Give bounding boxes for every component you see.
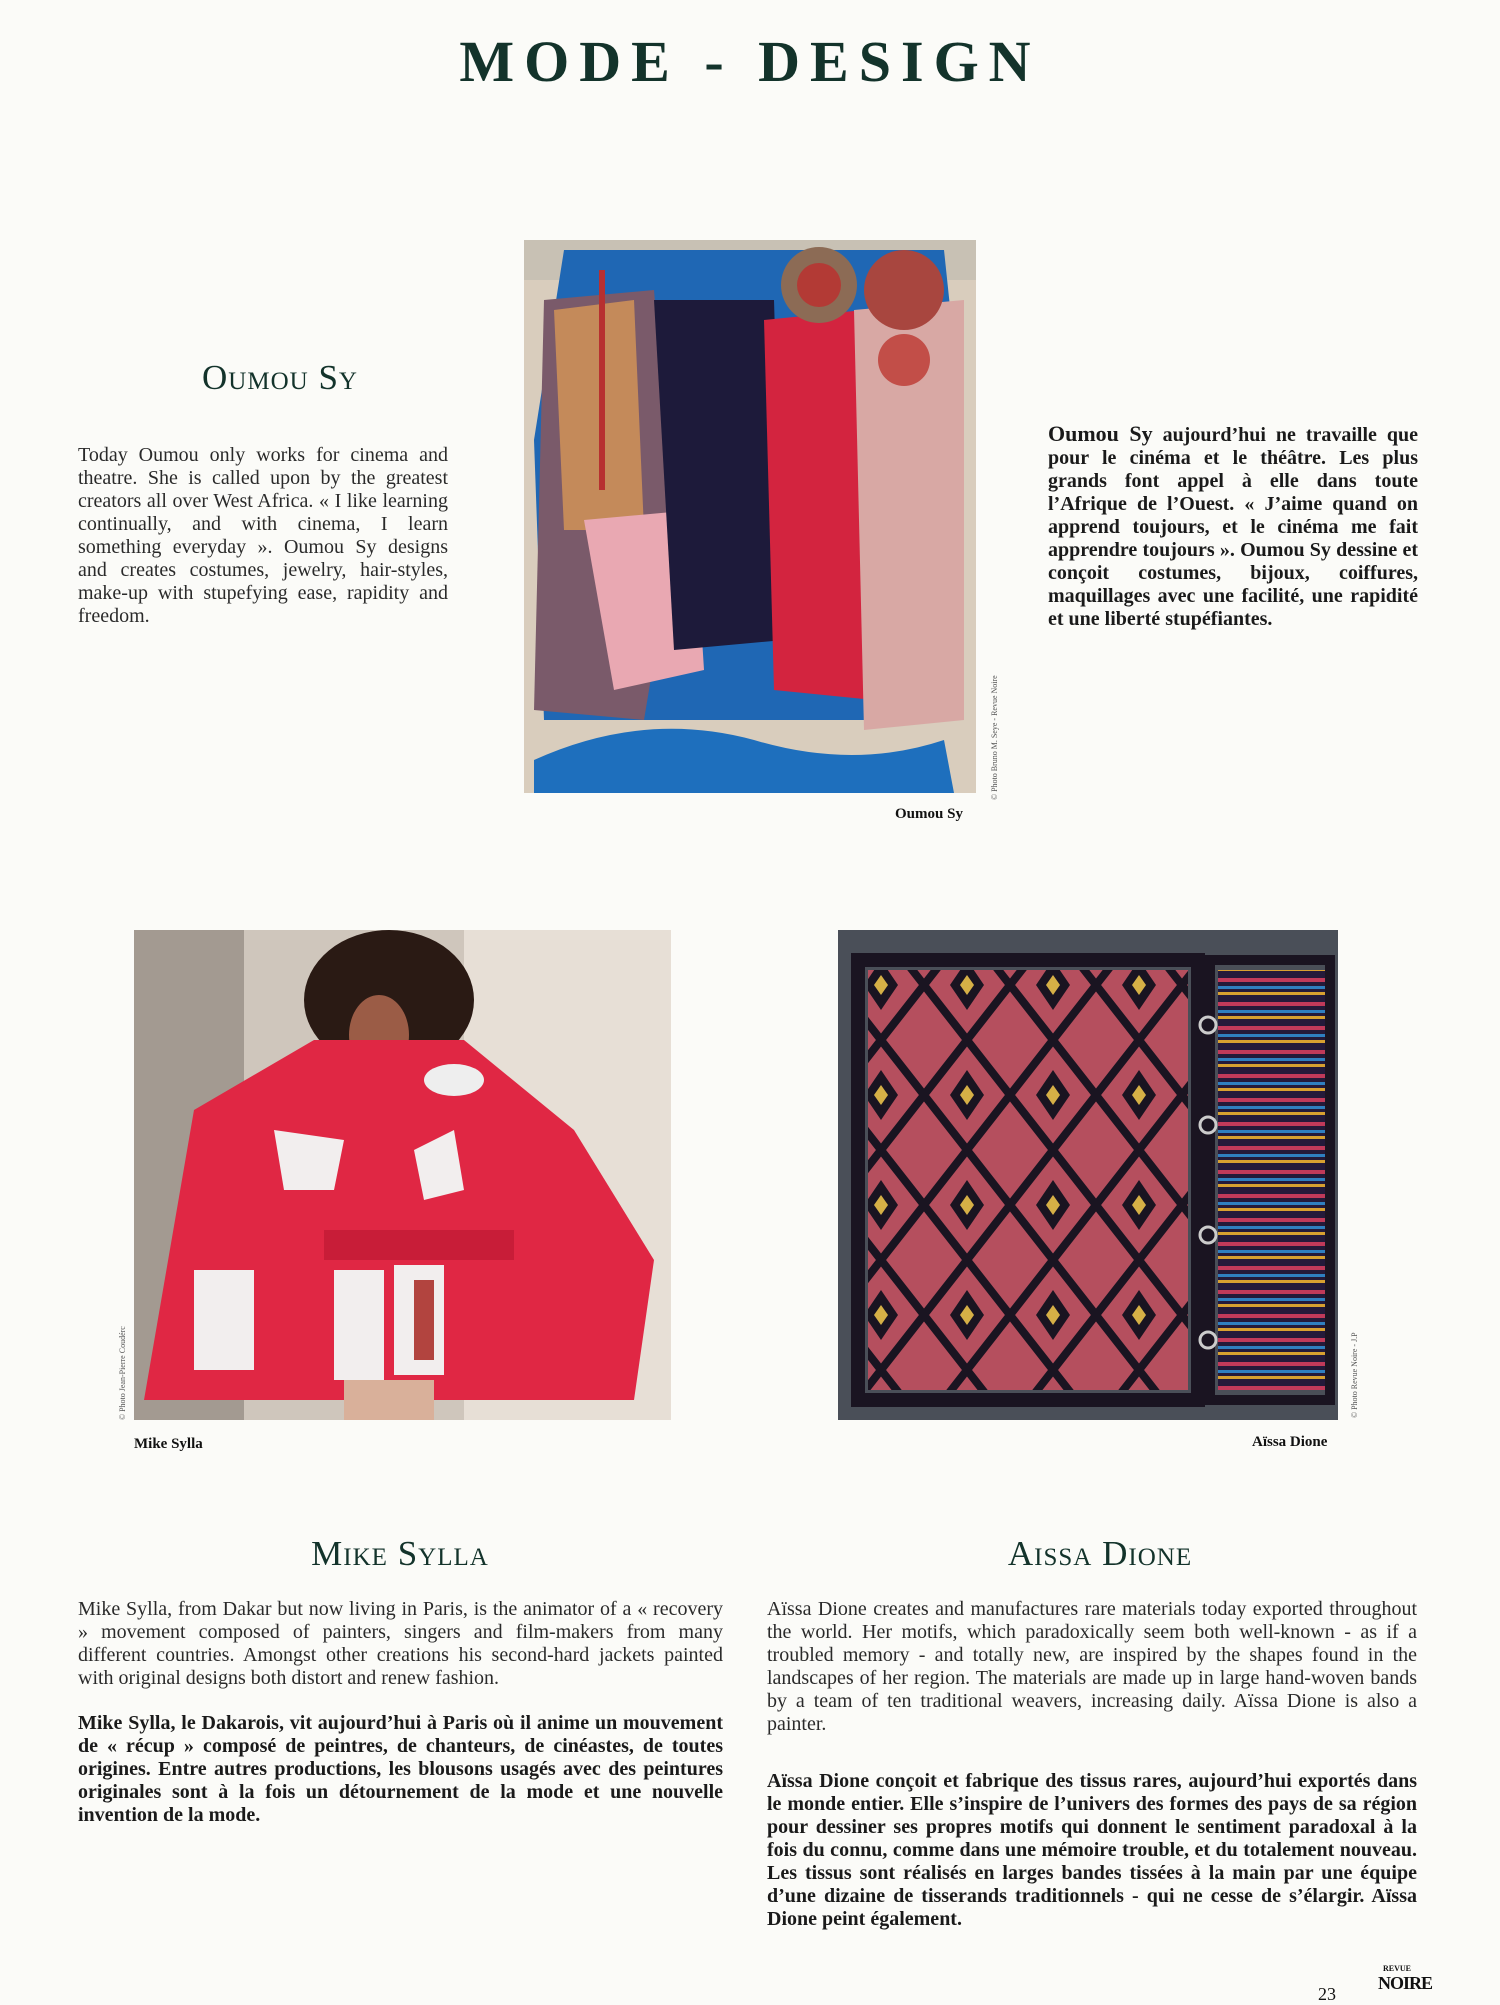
mike-sylla-heading: Mike Sylla	[311, 1534, 489, 1573]
mike-sylla-photo-caption: Mike Sylla	[134, 1436, 203, 1452]
aissa-dione-text-fr: Aïssa Dione conçoit et fabrique des tissus rares, aujourd’hui exportés dans le monde entier. Elle s’inspire de l’univers des formes des pays de sa région pour dessiner ses propres motifs qui donnent le sentiment paradoxal à la fois du connu, comme dans une mémoire trouble, et du totalement nouveau. Les tissus sont réalisés en larges bandes tissées à la main par une équipe d’une dizaine de tisserands traditionnels - qui ne cesse de s’élargir. Aïssa Dione peint également.	[767, 1770, 1417, 1930]
logo-main-text: NOIRE	[1378, 1973, 1433, 1993]
mike-sylla-photo-credit: © Photo Jean-Pierre Coudérc	[118, 1326, 127, 1420]
aissa-dione-fabric-photo	[838, 930, 1338, 1420]
oumou-sy-fr-body: aujourd’hui ne travaille que pour le cinéma et le théâtre. Les plus grands font appel à elle dans toute l’Afrique de l’Ouest. « J’aime quand on apprend toujours, et le cinéma me fait apprendre toujours ». Oumou Sy dessine et conçoit costumes, bijoux, coiffures, maquillages avec une facilité, une rapidité et une liberté stupéfiantes.	[1048, 424, 1418, 630]
oumou-sy-heading: Oumou Sy	[202, 358, 358, 397]
oumou-sy-text-fr	[1048, 422, 1418, 631]
oumou-sy-costumes-photo	[524, 240, 976, 793]
oumou-sy-text-en: Today Oumou only works for cinema and theatre. She is called upon by the greatest creators all over West Africa. « I like learning continually, and with cinema, I learn something everyday ». Oumou Sy designs and creates costumes, jewelry, hair-styles, make-up with stupefying ease, rapidity and freedom.	[78, 444, 448, 627]
oumou-sy-photo-credit: © Photo Bruno M. Seye - Revue Noire	[990, 675, 999, 800]
mike-sylla-jacket-photo	[134, 930, 671, 1420]
aissa-dione-photo-credit: © Photo Revue Noire - J.P	[1350, 1332, 1359, 1418]
oumou-sy-fr-lead: Oumou Sy	[1048, 421, 1153, 446]
page-number: 23	[1318, 1984, 1336, 2004]
oumou-sy-photo-caption: Oumou Sy	[895, 806, 963, 822]
aissa-dione-photo-caption: Aïssa Dione	[1252, 1434, 1328, 1450]
logo-top-text: REVUE	[1382, 1964, 1411, 1973]
mike-sylla-text-fr: Mike Sylla, le Dakarois, vit aujourd’hui à Paris où il anime un mouvement de « récup » composé de peintres, de chanteurs, de cinéastes, de toutes origines. Entre autres productions, les blousons usagés avec des peintures originales sont à la fois un détournement de la mode et une nouvelle invention de la mode.	[78, 1712, 723, 1826]
revue-noire-logo	[1378, 1964, 1433, 1993]
aissa-dione-heading: Aissa Dione	[1007, 1534, 1193, 1573]
mike-sylla-text-en: Mike Sylla, from Dakar but now living in Paris, is the animator of a « recovery » movement composed of painters, singers and film-makers from many different countries. Amongst other creations his second-hard jackets painted with original designs both distort and renew fashion.	[78, 1598, 723, 1689]
aissa-dione-text-en: Aïssa Dione creates and manufactures rare materials today exported throughout the world. Her motifs, which paradoxically seem both well-known - as if a troubled memory - and totally new, are inspired by the shapes found in the landscapes of her region. The materials are made up in large hand-woven bands by a team of ten traditional weavers, increasing daily. Aïssa Dione is also a painter.	[767, 1598, 1417, 1735]
page-title: MODE - DESIGN	[459, 29, 1041, 94]
